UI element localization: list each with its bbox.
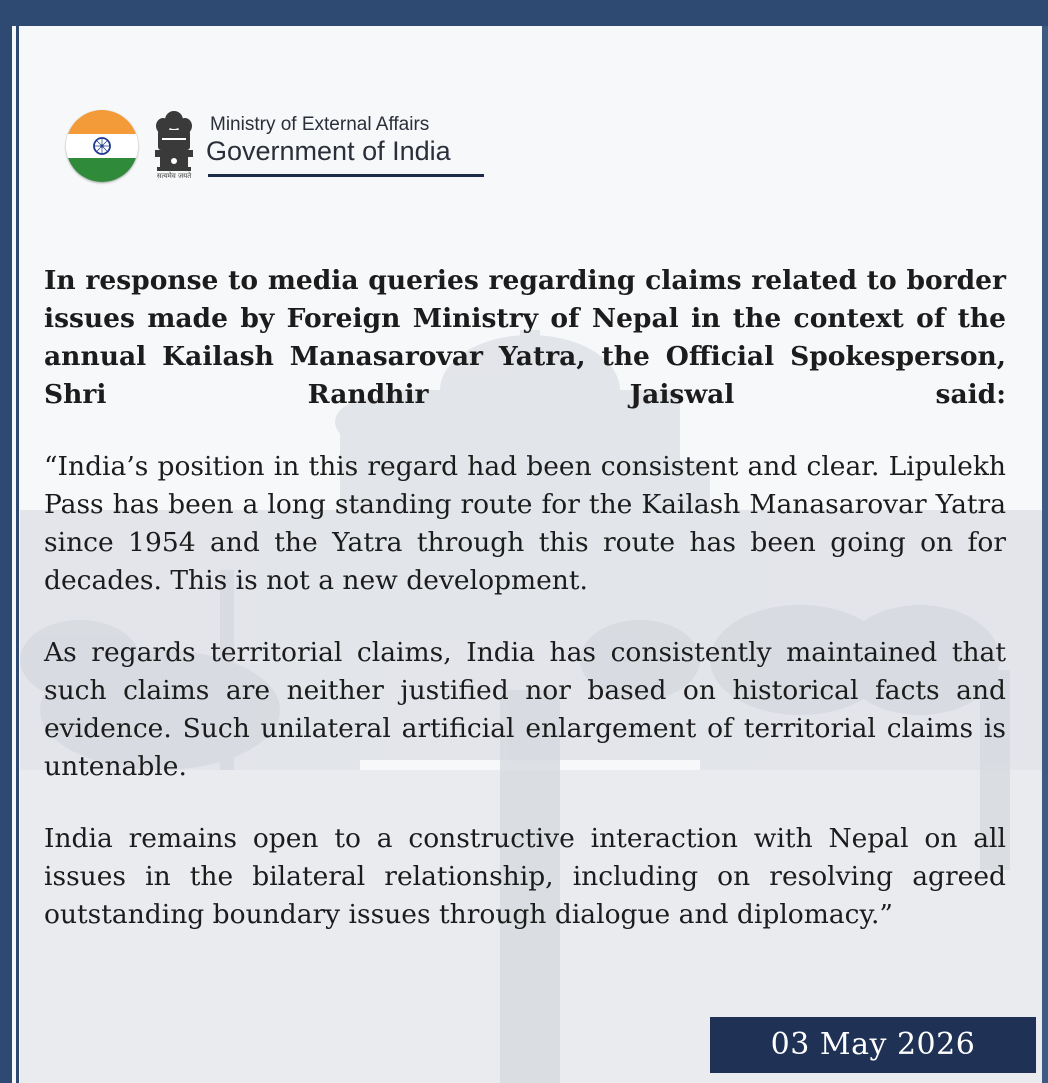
right-border-bar [1042,26,1048,1083]
emblem-motto: सत्यमेव जयते [156,172,192,180]
left-border-bar [0,0,12,1083]
top-border-bar [0,0,1048,26]
statement-paragraph: India remains open to a constructive interaction with Nepal on all issues in the bilateral relationship, including on resolving agreed outstanding boundary issues through dialogue and diplomacy.” [44,823,1006,930]
government-name: Government of India [206,136,451,166]
statement-body [44,262,1006,968]
header-underline [208,174,484,177]
ministry-name: Ministry of External Affairs [210,114,430,135]
date-badge: 03 May 2026 [710,1017,1036,1073]
india-flag-icon [66,110,138,182]
statement-paragraph: “India’s position in this regard had been consistent and clear. Lipulekh Pass has been a long standing route for the Kailash Manasarovar Yatra since 1954 and the Yatra through this route has been going on for decades. This is not a new development. [44,451,1006,596]
statement-paragraph: As regards territorial claims, India has consistently maintained that such claims are neither justified nor based on historical facts and evidence. Such unilateral artificial enlargement of territorial claims is untenable. [44,637,1006,782]
left-border-line [16,26,19,1083]
statement-intro: In response to media queries regarding claims related to border issues made by Foreign Ministry of Nepal in the context of the annual Kailash Manasarovar Yatra, the Official Spokesperson, Shri Randhir Jaiswal said: [44,265,1006,410]
ministry-header [66,108,506,198]
